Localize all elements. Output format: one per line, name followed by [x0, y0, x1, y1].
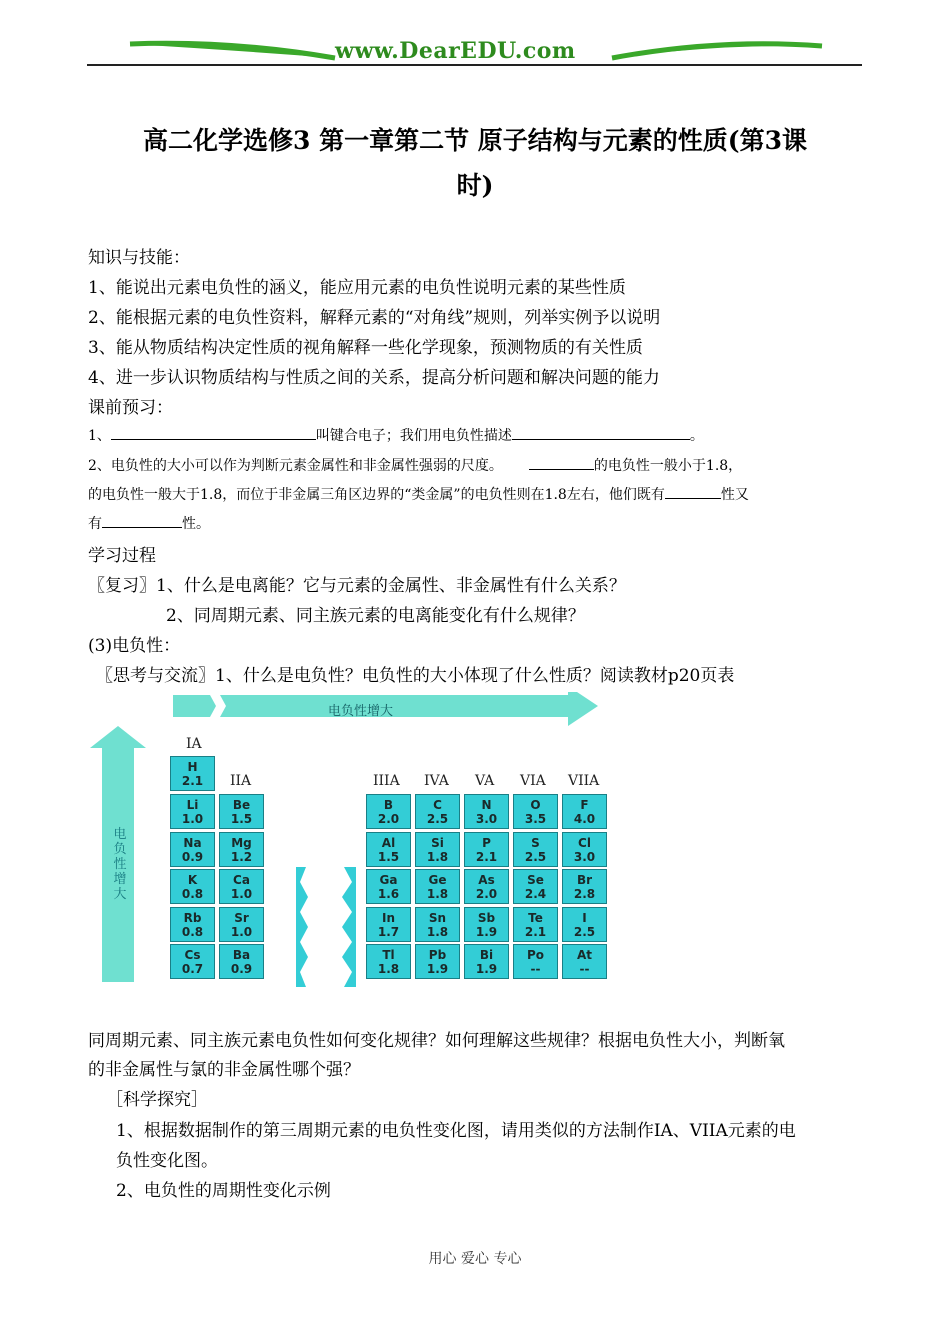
element-cell-I [562, 907, 607, 942]
electronegativity-value: 1.8 [377, 962, 400, 976]
electronegativity-value: 3.0 [475, 812, 498, 826]
title-line-2: 时) [456, 171, 494, 200]
electronegativity-value: 1.2 [230, 850, 253, 864]
element-symbol: Sr [234, 911, 249, 925]
electronegativity-value: 2.1 [524, 925, 547, 939]
element-symbol: Ga [379, 873, 398, 887]
group-label-IA: IA [186, 736, 202, 752]
element-cell-N [464, 794, 509, 829]
element-symbol: Te [528, 911, 543, 925]
element-cell-H [170, 756, 215, 791]
electronegativity-value: 4.0 [573, 812, 596, 826]
group-label-IVA: IVA [424, 773, 449, 789]
group-label-VA: VA [475, 773, 495, 789]
element-symbol: Li [186, 798, 199, 812]
element-cell-Sr [219, 907, 264, 942]
fill-blank[interactable] [102, 513, 182, 528]
process-heading: 学习过程 [88, 546, 156, 566]
element-cell-Al [366, 832, 411, 867]
group-label-VIIA: VIIA [568, 773, 600, 789]
element-symbol: B [383, 798, 394, 812]
group-label-IIIA: IIIA [373, 773, 400, 789]
preview-heading: 课前预习： [88, 398, 173, 418]
electronegativity-value: 2.5 [426, 812, 449, 826]
page-footer: 用心 爱心 专心 [428, 1251, 522, 1267]
skills-heading: 知识与技能： [88, 248, 190, 268]
electronegativity-value: 1.9 [426, 962, 449, 976]
electronegativity-value: 0.8 [181, 887, 204, 901]
electronegativity-table-figure [88, 692, 618, 982]
element-symbol: Be [232, 798, 251, 812]
element-symbol: I [582, 911, 587, 925]
preview-question-1: 1、 叫键合电子；我们用电负性描述 。 [88, 425, 704, 445]
review-question-1: 〖复习〗1、什么是电离能？它与元素的金属性、非金属性有什么关系？ [88, 576, 626, 596]
electronegativity-value: 1.7 [377, 925, 400, 939]
element-symbol: Tl [382, 948, 395, 962]
element-symbol: C [433, 798, 442, 812]
fill-blank[interactable] [529, 455, 594, 470]
element-symbol: Al [381, 836, 396, 850]
element-symbol: Na [183, 836, 202, 850]
electronegativity-value: 2.0 [475, 887, 498, 901]
horizontal-arrow-label: 电负性增大 [328, 704, 394, 719]
electronegativity-value: 1.0 [230, 925, 253, 939]
preview-question-2-line-3: 有 性。 [88, 513, 210, 533]
element-symbol: N [481, 798, 492, 812]
element-symbol: Pb [428, 948, 447, 962]
element-cell-Mg [219, 832, 264, 867]
element-symbol: F [580, 798, 589, 812]
electronegativity-value: 2.1 [181, 774, 204, 788]
electronegativity-value: 2.5 [573, 925, 596, 939]
element-symbol: H [187, 760, 198, 774]
element-cell-B [366, 794, 411, 829]
element-cell-As [464, 869, 509, 904]
element-symbol: Cl [578, 836, 591, 850]
title-line-1: 高二化学选修3 第一章第二节 原子结构与元素的性质(第3课 [142, 126, 808, 155]
element-symbol: Se [527, 873, 544, 887]
electronegativity-value: -- [579, 962, 590, 976]
electronegativity-value: 2.0 [377, 812, 400, 826]
skill-item: 1、能说出元素电负性的涵义，能应用元素的电负性说明元素的某些性质 [88, 278, 626, 298]
science-item-1-cont: 负性变化图。 [116, 1151, 218, 1171]
skill-item: 3、能从物质结构决定性质的视角解释一些化学现象，预测物质的有关性质 [88, 338, 643, 358]
element-symbol: Rb [183, 911, 202, 925]
electronegativity-value: 3.0 [573, 850, 596, 864]
element-cell-Pb [415, 944, 460, 979]
element-symbol: As [478, 873, 495, 887]
element-cell-Cs [170, 944, 215, 979]
element-cell-Po [513, 944, 558, 979]
electronegativity-value: 1.5 [230, 812, 253, 826]
electronegativity-value: 1.8 [426, 887, 449, 901]
electronegativity-value: 1.6 [377, 887, 400, 901]
electronegativity-value: 0.9 [230, 962, 253, 976]
electronegativity-value: 1.0 [181, 812, 204, 826]
element-cell-C [415, 794, 460, 829]
element-cell-K [170, 869, 215, 904]
element-cell-Ga [366, 869, 411, 904]
element-symbol: Sb [477, 911, 496, 925]
electronegativity-value: 0.9 [181, 850, 204, 864]
electronegativity-value: 2.5 [524, 850, 547, 864]
element-symbol: Sn [428, 911, 447, 925]
element-cell-Sb [464, 907, 509, 942]
element-cell-F [562, 794, 607, 829]
electronegativity-value: 0.7 [181, 962, 204, 976]
element-symbol: K [187, 873, 198, 887]
science-heading: ［科学探究］ [106, 1090, 208, 1110]
element-symbol: S [531, 836, 540, 850]
element-symbol: Ca [233, 873, 250, 887]
electronegativity-value: 1.9 [475, 925, 498, 939]
element-cell-S [513, 832, 558, 867]
preview-question-2-line-1: 2、电负性的大小可以作为判断元素金属性和非金属性强弱的尺度。 的电负性一般小于1.8， [88, 455, 742, 475]
site-logo-text: www.DearEDU.com [335, 38, 576, 64]
element-cell-Li [170, 794, 215, 829]
element-symbol: Si [431, 836, 444, 850]
element-symbol: Ba [232, 948, 251, 962]
element-symbol: Po [526, 948, 545, 962]
group-label-VIA: VIA [520, 773, 546, 789]
element-cell-Si [415, 832, 460, 867]
preview-question-2-line-2: 的电负性一般大于1.8，而位于非金属三角区边界的“类金属”的电负性则在1.8左右，他们既有 性又 [88, 484, 749, 504]
element-symbol: O [530, 798, 541, 812]
element-symbol: In [381, 911, 395, 925]
element-symbol: P [482, 836, 491, 850]
electronegativity-value: 2.8 [573, 887, 596, 901]
electronegativity-value: 1.0 [230, 887, 253, 901]
electronegativity-value: 1.9 [475, 962, 498, 976]
element-cell-Te [513, 907, 558, 942]
electronegativity-value: 1.5 [377, 850, 400, 864]
science-item-1: 1、根据数据制作的第三周期元素的电负性变化图，请用类似的方法制作IA、VIIA元素的电 [116, 1121, 796, 1141]
fill-blank[interactable] [111, 425, 316, 440]
skill-item: 4、进一步认识物质结构与性质之间的关系，提高分析问题和解决问题的能力 [88, 368, 660, 388]
element-cell-At [562, 944, 607, 979]
element-cell-Ca [219, 869, 264, 904]
element-symbol: Mg [231, 836, 252, 850]
group-label-IIA: IIA [230, 773, 252, 789]
header-rule [87, 64, 862, 66]
electronegativity-heading: (3)电负性： [88, 636, 181, 656]
element-symbol: Cs [184, 948, 201, 962]
element-cell-Na [170, 832, 215, 867]
electronegativity-value: 1.8 [426, 850, 449, 864]
element-cell-Tl [366, 944, 411, 979]
element-cell-Ge [415, 869, 460, 904]
element-cell-Be [219, 794, 264, 829]
element-cell-Cl [562, 832, 607, 867]
electronegativity-value: -- [530, 962, 541, 976]
element-cell-Bi [464, 944, 509, 979]
element-cell-Se [513, 869, 558, 904]
element-cell-O [513, 794, 558, 829]
vertical-arrow-label: 电负性增大 [113, 827, 127, 902]
skill-item: 2、能根据元素的电负性资料，解释元素的“对角线”规则，列举实例予以说明 [88, 308, 661, 328]
review-question-2: 2、同周期元素、同主族元素的电离能变化有什么规律？ [166, 606, 585, 626]
page-header [0, 0, 950, 80]
page-title [95, 118, 855, 208]
electronegativity-value: 0.8 [181, 925, 204, 939]
element-symbol: Ge [428, 873, 447, 887]
element-cell-Rb [170, 907, 215, 942]
question-trend-cont: 的非金属性与氯的非金属性哪个强？ [88, 1060, 360, 1080]
element-cell-Sn [415, 907, 460, 942]
element-symbol: Bi [479, 948, 494, 962]
element-cell-In [366, 907, 411, 942]
element-symbol: At [576, 948, 593, 962]
science-item-2: 2、电负性的周期性变化示例 [116, 1181, 331, 1201]
element-cell-Br [562, 869, 607, 904]
fill-blank[interactable] [665, 484, 721, 499]
question-trend: 同周期元素、同主族元素电负性如何变化规律？如何理解这些规律？根据电负性大小，判断氧 [88, 1031, 785, 1051]
table-gap-edge [296, 867, 356, 987]
fill-blank[interactable] [512, 425, 690, 440]
electronegativity-value: 2.1 [475, 850, 498, 864]
element-cell-Ba [219, 944, 264, 979]
electronegativity-value: 2.4 [524, 887, 547, 901]
electronegativity-value: 3.5 [524, 812, 547, 826]
element-cell-P [464, 832, 509, 867]
think-prompt: 〖思考与交流〗1、什么是电负性？电负性的大小体现了什么性质？阅读教材p20页表 [96, 666, 735, 686]
electronegativity-value: 1.8 [426, 925, 449, 939]
element-symbol: Br [576, 873, 593, 887]
